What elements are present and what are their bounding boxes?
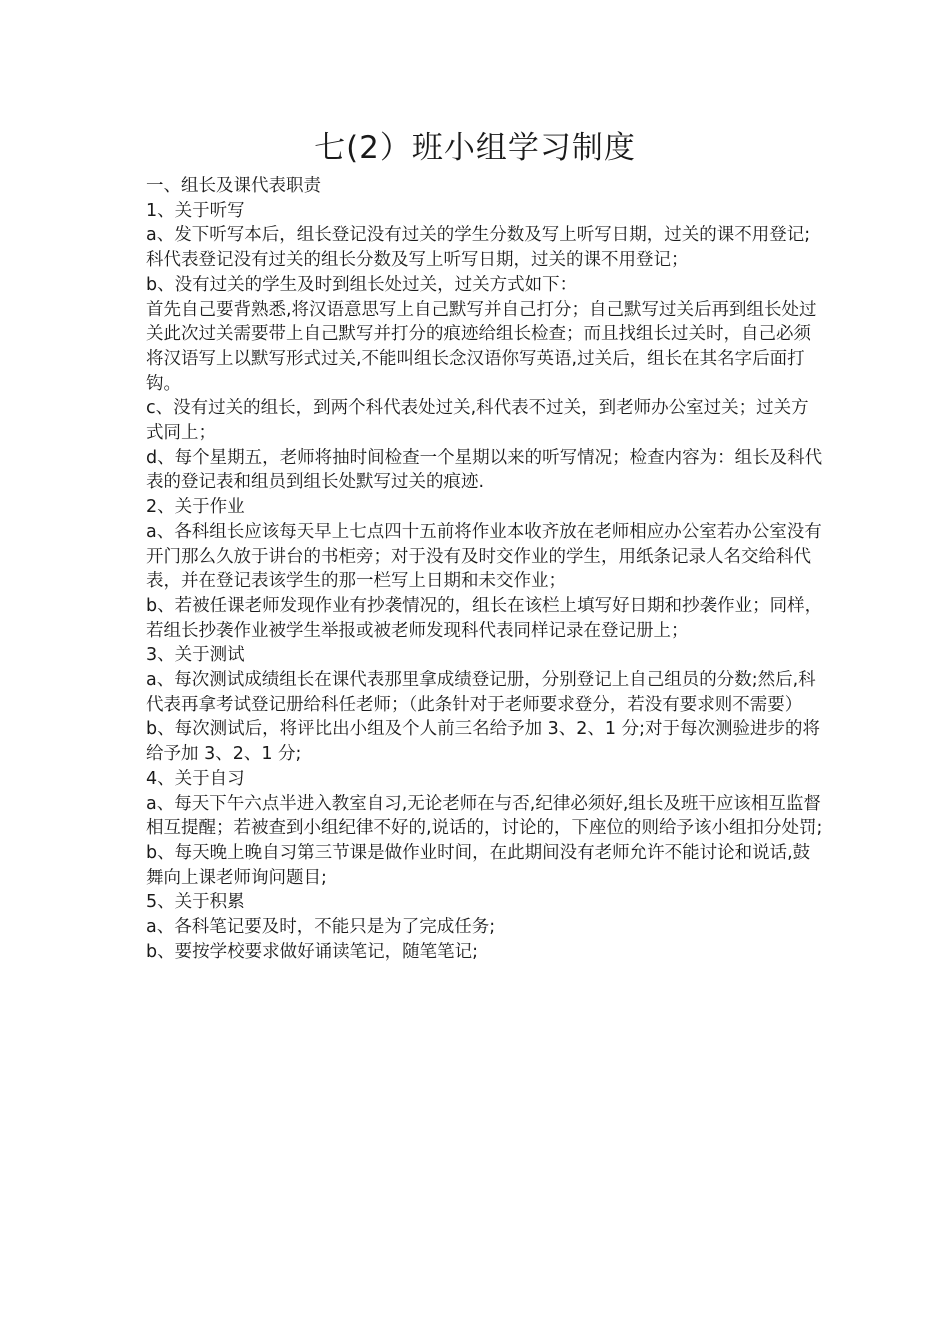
subsection-heading: 1、关于听写 (146, 200, 245, 221)
paragraph: b、每天晚上晚自习第三节课是做作业时间，在此期间没有老师允许不能讨论和说话,鼓舞向上课老师询问题目; (146, 842, 811, 888)
subsection-heading: 2、关于作业 (146, 497, 245, 518)
subsection-heading: 3、关于测试 (146, 645, 245, 666)
subsection-heading: 4、关于自习 (146, 768, 245, 789)
paragraph: a、每天下午六点半进入教室自习,无论老师在与否,纪律必须好,组长及班干应该相互监督相互提醒；若被查到小组纪律不好的,说话的，讨论的，下座位的则给予该小组扣分处罚; (146, 793, 823, 839)
subsection-heading: 5、关于积累 (146, 892, 245, 913)
paragraph: b、要按学校要求做好诵读笔记，随笔笔记; (146, 941, 479, 962)
paragraph: a、发下听写本后，组长登记没有过关的学生分数及写上听写日期，过关的课不用登记;科代表登记没有过关的组长分数及写上听写日期，过关的课不用登记； (146, 225, 811, 271)
paragraph: a、每次测试成绩组长在课代表那里拿成绩登记册，分别登记上自己组员的分数;然后,科代表再拿考试登记册给科任老师；（此条针对于老师要求登分，若没有要求则不需要） (146, 670, 816, 715)
paragraph: d、每个星期五，老师将抽时间检查一个星期以来的听写情况；检查内容为：组长及科代表的登记表和组员到组长处默写过关的痕迹. (146, 447, 823, 493)
paragraph: b、若被任课老师发现作业有抄袭情况的，组长在该栏上填写好日期和抄袭作业；同样，若组长抄袭作业被学生举报或被老师发现科代表同样记录在登记册上； (146, 595, 823, 641)
paragraph: a、各科组长应该每天早上七点四十五前将作业本收齐放在老师相应办公室若办公室没有开门那么久放于讲台的书柜旁；对于没有及时交作业的学生，用纸条记录人名交给科代表，并在登记表该学生的那一栏写上日期和未交作业； (146, 521, 822, 592)
paragraph: b、没有过关的学生及时到组长处过关，过关方式如下： (146, 274, 578, 295)
document-body (146, 174, 826, 965)
paragraph: a、各科笔记要及时，不能只是为了完成任务; (146, 917, 496, 938)
paragraph: c、没有过关的组长，到两个科代表处过关,科代表不过关，到老师办公室过关；过关方式同上； (146, 398, 809, 444)
document-title: 七(2）班小组学习制度 (314, 130, 636, 166)
paragraph: b、每次测试后，将评比出小组及个人前三名给予加 3、2、1 分;对于每次测验进步的将给予加 3、2、1 分; (146, 719, 821, 765)
paragraph: 首先自己要背熟悉,将汉语意思写上自己默写并自己打分；自己默写过关后再到组长处过关此次过关需要带上自己默写并打分的痕迹给组长检查；而且找组长过关时，自己必须将汉语写上以默写形式过关,不能叫组长念汉语你写英语,过关后，组长在其名字后面打钩。 (146, 299, 817, 394)
section-heading: 一、组长及课代表职责 (146, 176, 321, 196)
